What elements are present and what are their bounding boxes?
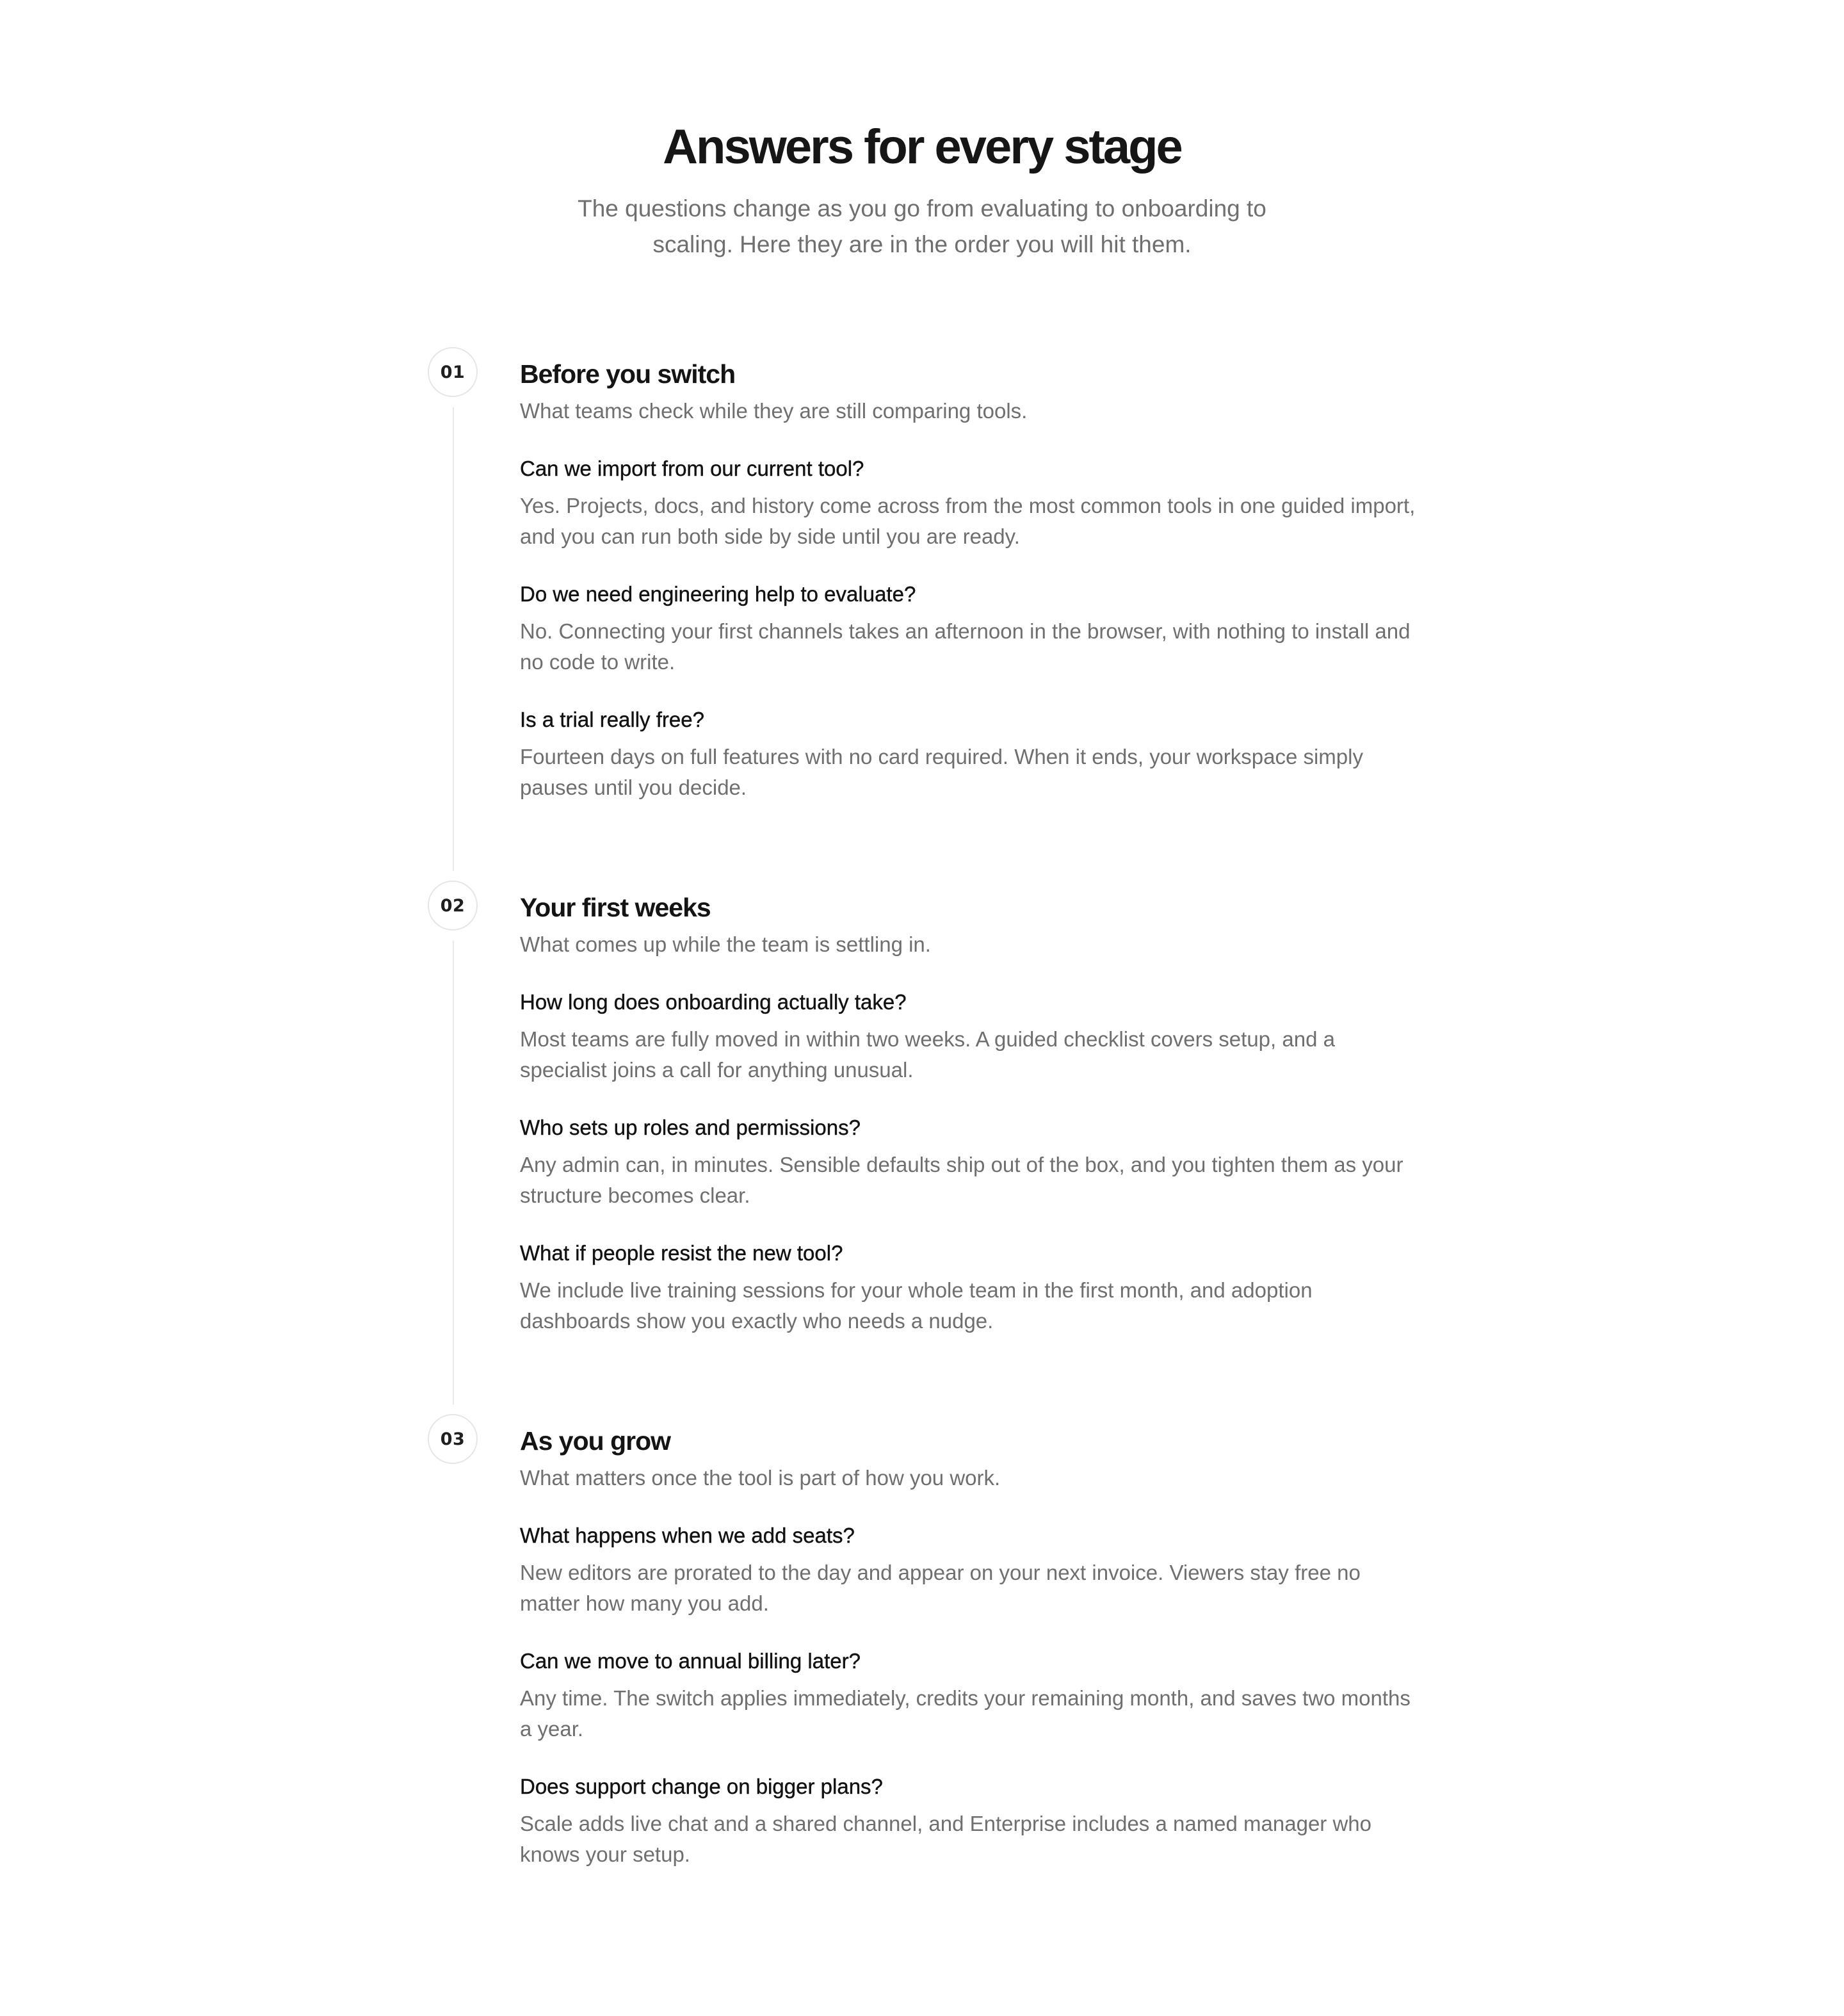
timeline-connector: [453, 407, 454, 871]
stage-content: [520, 881, 1416, 1365]
question-text: What happens when we add seats?: [520, 1524, 855, 1547]
answer-text: No. Connecting your first channels takes an afternoon in the browser, with nothing to install and no code to write.: [520, 619, 1411, 674]
question-item: [520, 1773, 1416, 1870]
answer-text: Yes. Projects, docs, and history come across from the most common tools in one guided import, and you can run both side by side until you are ready.: [520, 494, 1416, 548]
stage-description: What teams check while they are still comparing tools.: [520, 399, 1028, 423]
question-item: [520, 1522, 1416, 1619]
answer-text: Most teams are fully moved in within two weeks. A guided checklist covers setup, and a specialist joins a call for anything unusual.: [520, 1027, 1335, 1082]
question-item: [520, 706, 1416, 803]
question-text: How long does onboarding actually take?: [520, 990, 907, 1014]
question-list: [520, 455, 1416, 803]
question-text: What if people resist the new tool?: [520, 1241, 843, 1265]
stage-title: Before you switch: [520, 359, 736, 389]
answer-text: New editors are prorated to the day and appear on your next invoice. Viewers stay free no matter how many you add.: [520, 1561, 1361, 1615]
question-text: Who sets up roles and permissions?: [520, 1116, 861, 1139]
answer-text: Fourteen days on full features with no card required. When it ends, your workspace simply pauses until you decide.: [520, 745, 1363, 799]
page-title: Answers for every stage: [663, 120, 1181, 174]
question-item: [520, 1647, 1416, 1744]
stage-number-badge: 01: [428, 347, 478, 397]
answer-text: Any time. The switch applies immediately, credits your remaining month, and saves two months a year.: [520, 1686, 1411, 1741]
answer-text: Any admin can, in minutes. Sensible defaults ship out of the box, and you tighten them as your structure becomes clear.: [520, 1153, 1403, 1207]
question-text: Do we need engineering help to evaluate?: [520, 582, 916, 606]
question-item: [520, 1114, 1416, 1211]
stage-description: What matters once the tool is part of how you work.: [520, 1466, 1001, 1490]
question-text: Can we import from our current tool?: [520, 457, 864, 480]
question-text: Can we move to annual billing later?: [520, 1649, 861, 1673]
question-item: [520, 455, 1416, 552]
question-list: [520, 988, 1416, 1337]
question-item: [520, 580, 1416, 678]
stage-description: What comes up while the team is settling in.: [520, 932, 931, 956]
question-text: Is a trial really free?: [520, 708, 704, 731]
stage-content: [520, 347, 1416, 831]
timeline-connector: [453, 941, 454, 1404]
stage-title: Your first weeks: [520, 893, 711, 922]
stage-content: [520, 1414, 1416, 1898]
stage-number-badge: 03: [428, 1414, 478, 1464]
answer-text: Scale adds live chat and a shared channel, and Enterprise includes a named manager who knows your setup.: [520, 1812, 1372, 1866]
stage-number-badge: 02: [428, 881, 478, 931]
page-subtitle: The questions change as you go from evaluating to onboarding to scaling. Here they are in the order you will hit them.: [578, 195, 1266, 257]
question-list: [520, 1522, 1416, 1870]
question-text: Does support change on bigger plans?: [520, 1775, 883, 1798]
answer-text: We include live training sessions for your whole team in the first month, and adoption dashboards show you exactly who needs a nudge.: [520, 1278, 1313, 1333]
question-item: [520, 988, 1416, 1085]
question-item: [520, 1239, 1416, 1337]
stage-title: As you grow: [520, 1426, 671, 1456]
